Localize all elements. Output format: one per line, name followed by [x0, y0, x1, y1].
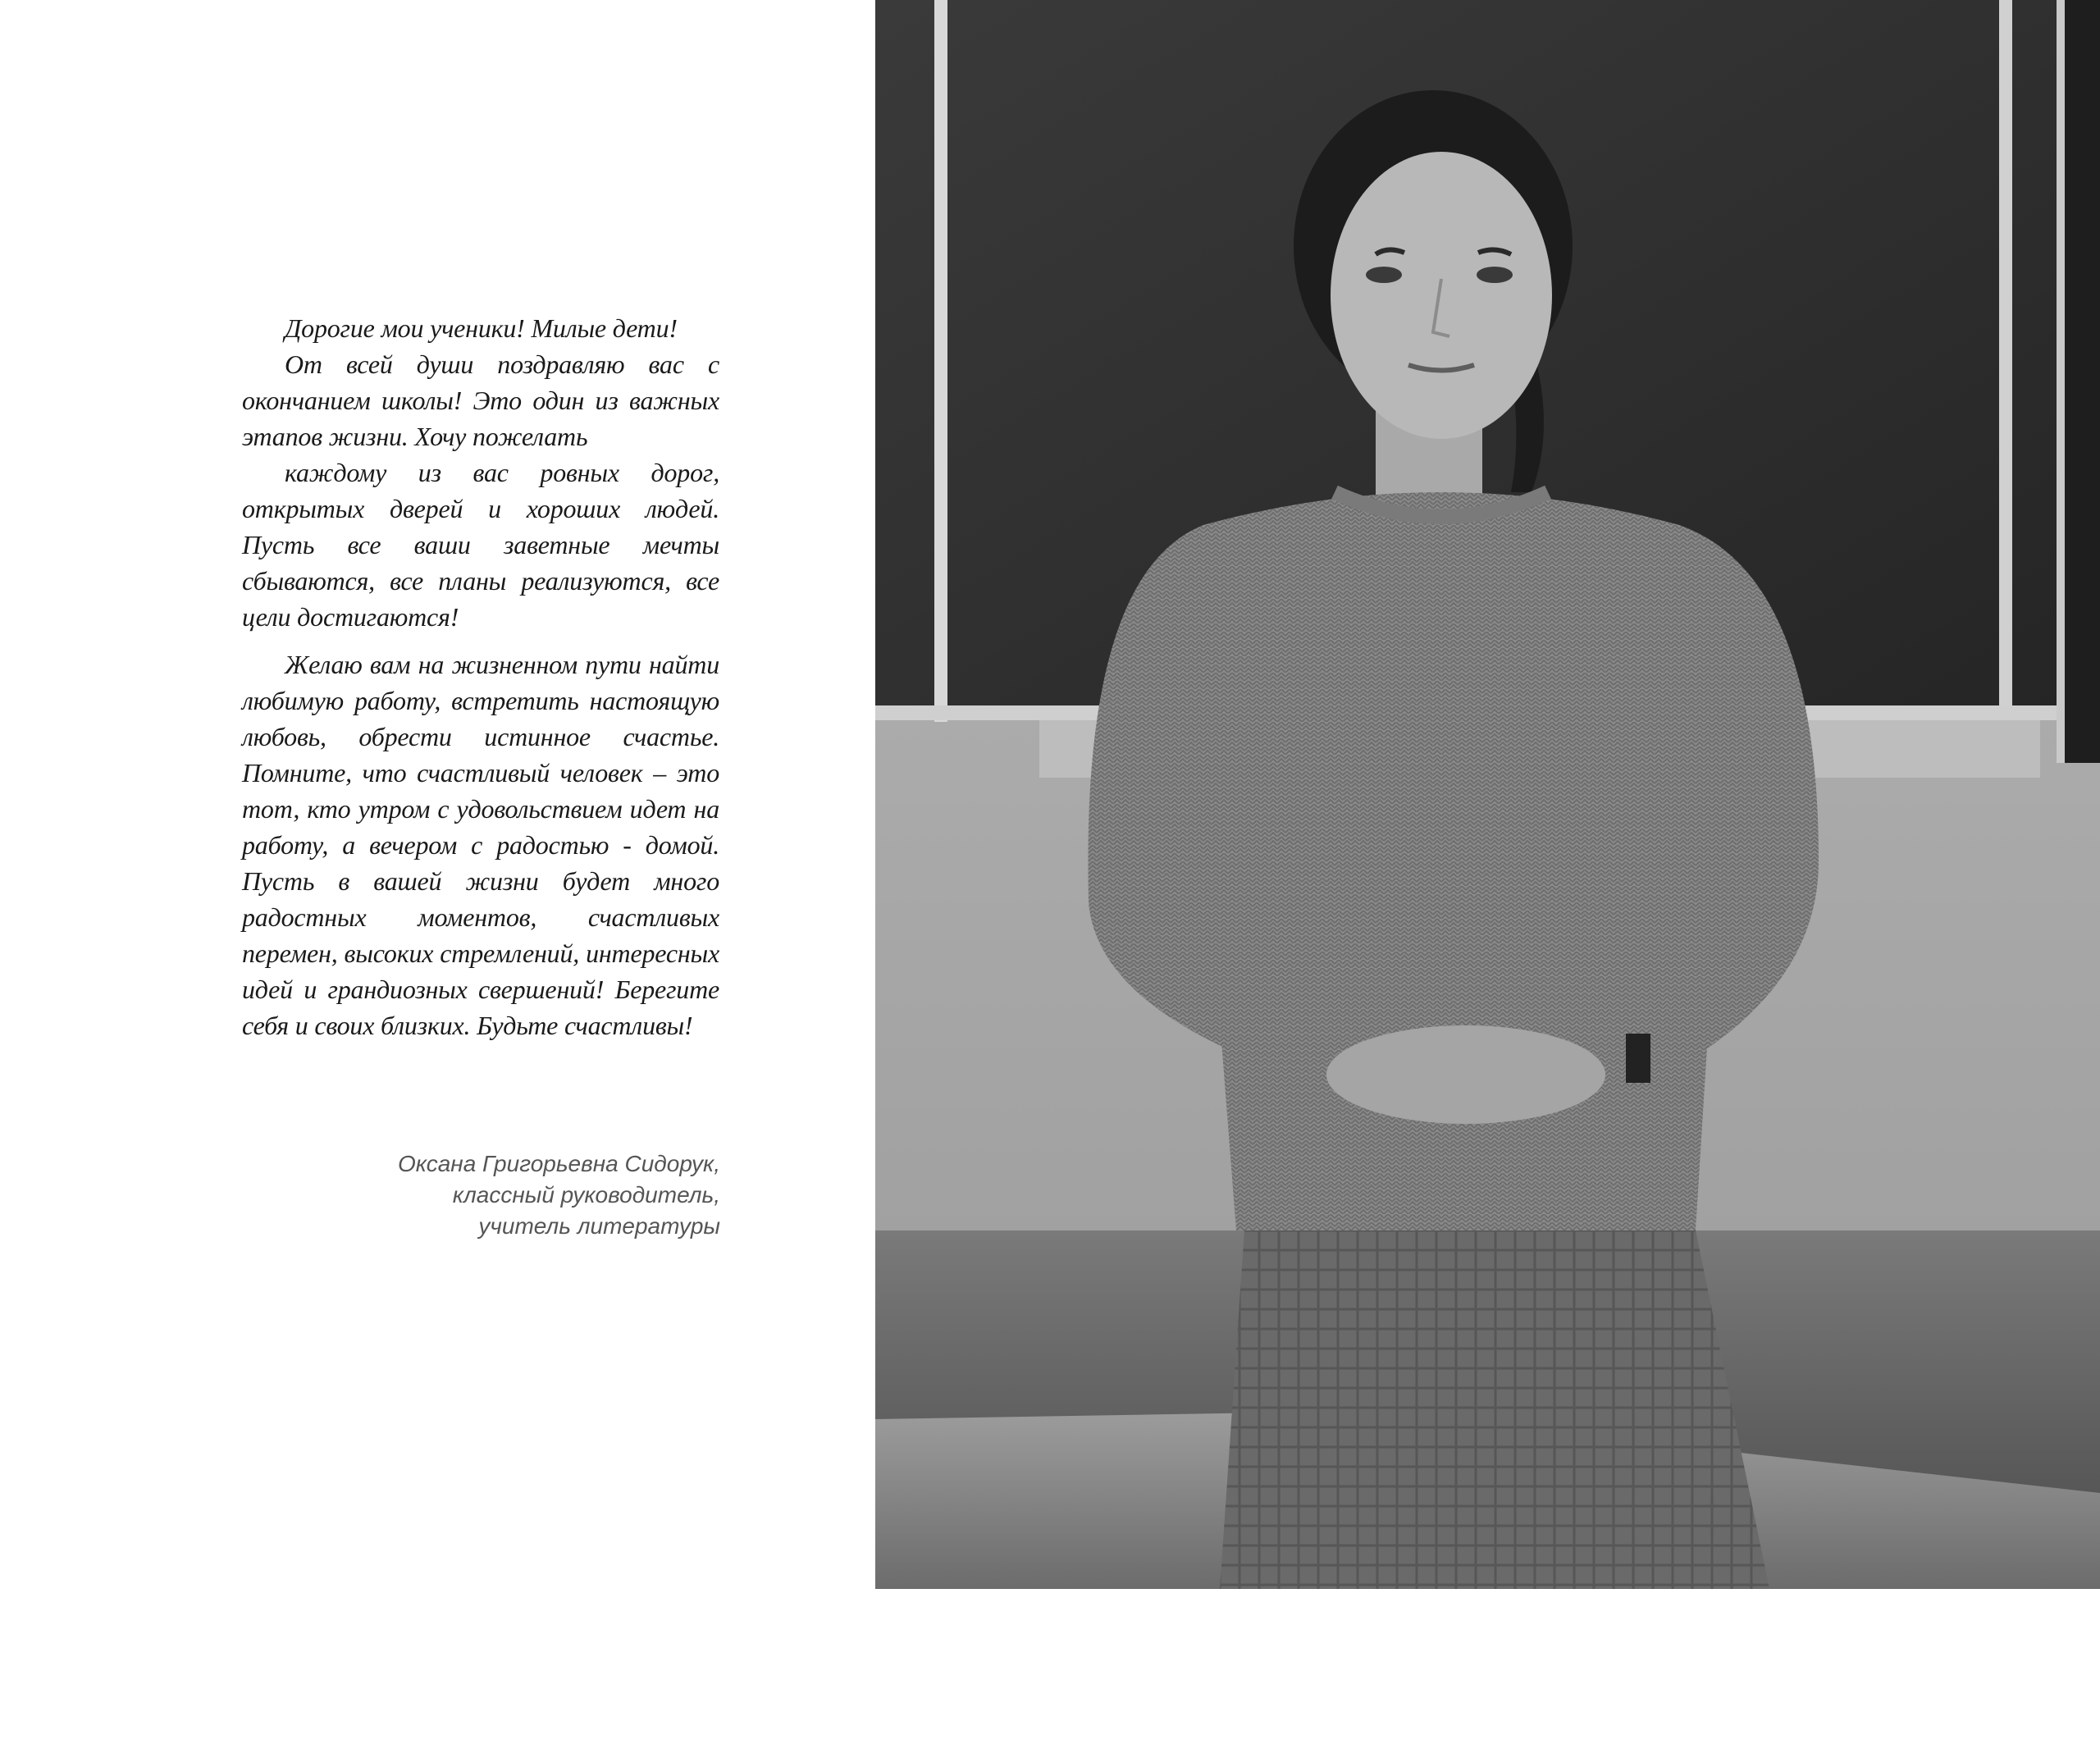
portrait-photo	[875, 0, 2100, 1589]
signature-role-1: классный руководитель,	[452, 1182, 720, 1208]
signature	[261, 1148, 720, 1242]
letter-paragraph-1: Дорогие мои ученики! Милые дети!	[285, 313, 678, 343]
letter-paragraph-3: каждому из вас ровных дорог, открытых дверей и хороших людей. Пусть все ваши заветные мечты сбываются, все планы реализуются, все цели достигаются!	[242, 458, 719, 632]
letter-paragraph-4: Желаю вам на жизненном пути найти любимую работу, встретить настоящую любовь, обрести истинное счастье. Помните, что счастливый человек – это тот, кто утром с удовольствием идет на работу, а вечером с радостью - домой. Пусть в вашей жизни будет много радостных моментов, счастливых перемен, высоких стремлений, интересных идей и грандиозных свершений! Берегите себя и своих близких. Будьте счастливы!	[242, 650, 719, 1040]
signature-name: Оксана Григорьевна Сидорук,	[398, 1151, 720, 1176]
letter-text	[242, 310, 719, 1043]
letter-paragraph-2: От всей души поздравляю вас с окончанием школы! Это один из важных этапов жизни. Хочу пожелать	[242, 349, 719, 451]
portrait-illustration	[875, 0, 2100, 1589]
signature-role-2: учитель литературы	[478, 1213, 720, 1239]
